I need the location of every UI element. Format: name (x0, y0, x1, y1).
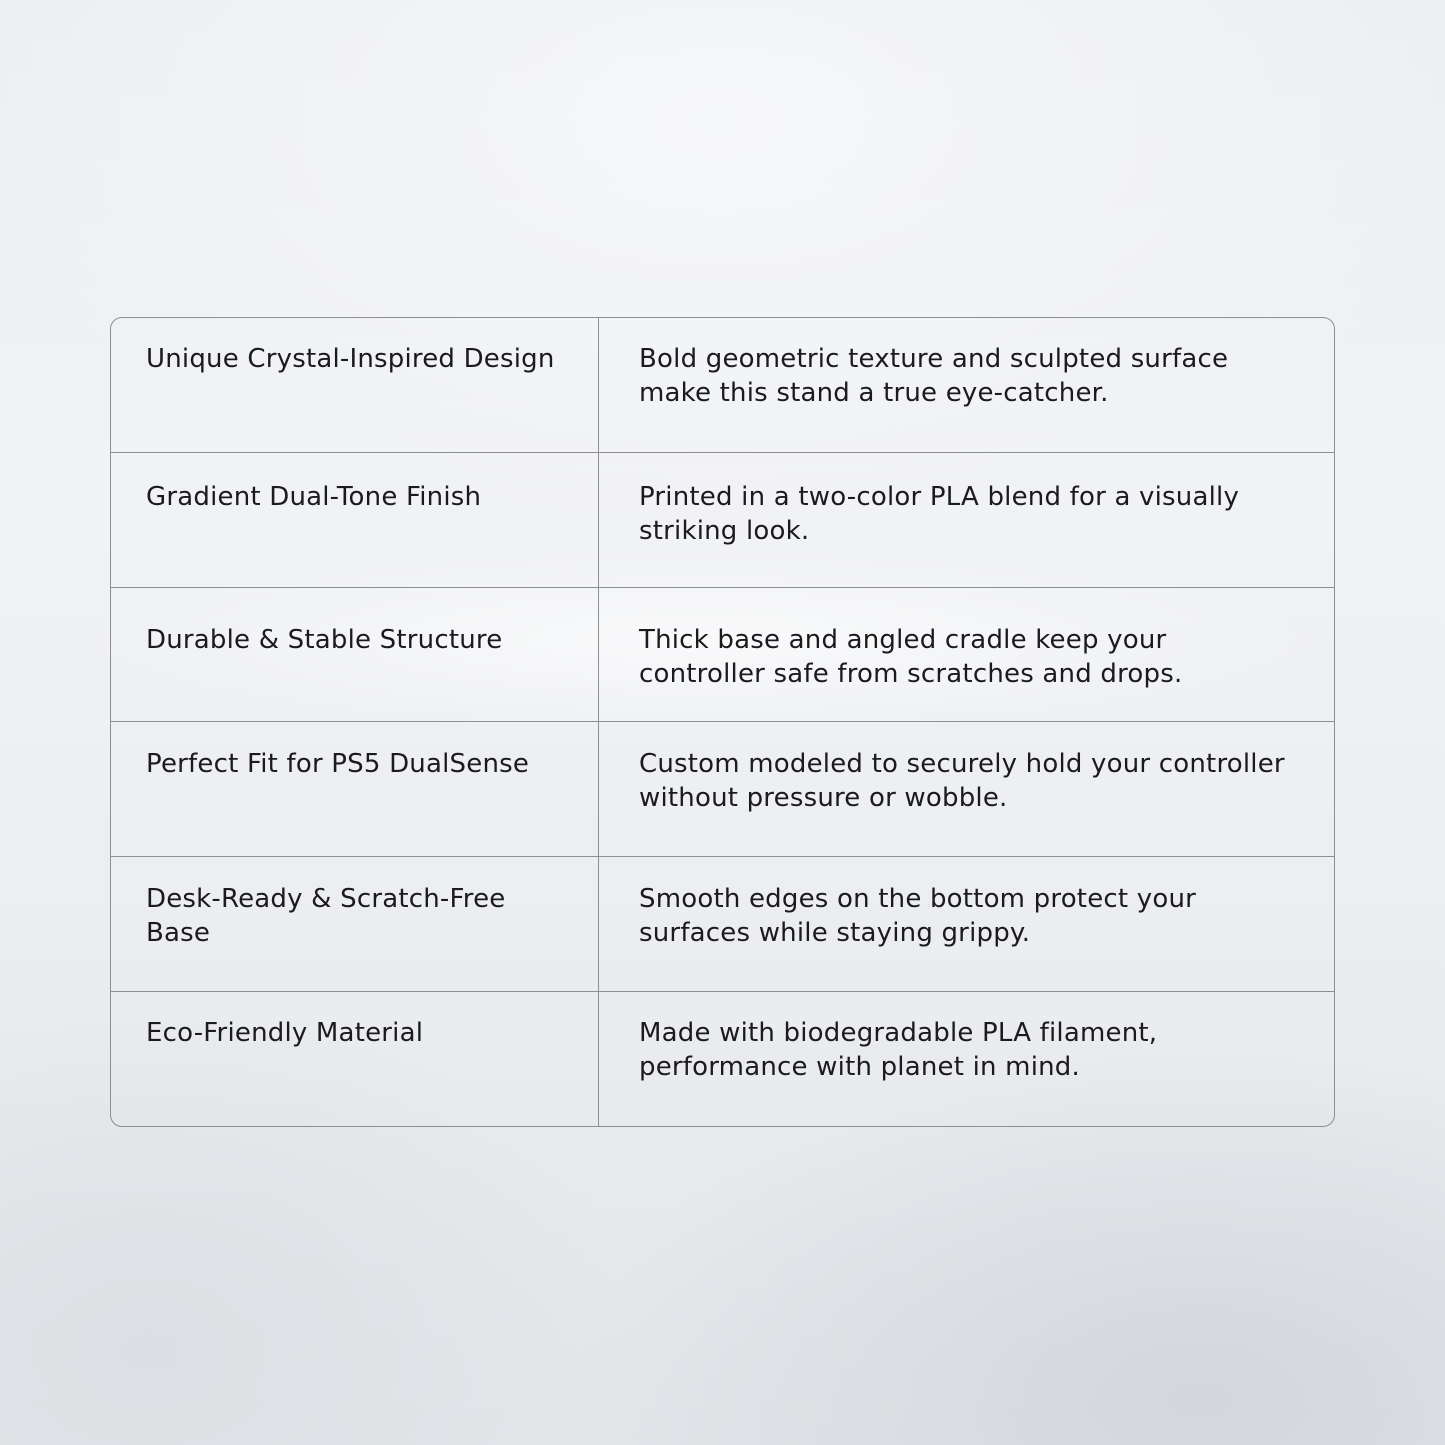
feature-title: Durable & Stable Structure (111, 588, 599, 722)
feature-description: Made with biodegradable PLA filament, performance with planet in mind. (639, 1018, 1158, 1083)
table-row (111, 857, 1334, 992)
feature-description: Thick base and angled cradle keep your controller safe from scratches and drops. (639, 624, 1183, 689)
table-row (111, 722, 1334, 857)
feature-title: Gradient Dual-Tone Finish (111, 453, 599, 587)
feature-title: Desk-Ready & Scratch-Free Base (111, 857, 599, 991)
table-row (111, 318, 1334, 453)
feature-title: Unique Crystal-Inspired Design (111, 318, 599, 452)
feature-description: Printed in a two-color PLA blend for a visually striking look. (639, 481, 1240, 546)
table-row (111, 992, 1334, 1126)
feature-title: Perfect Fit for PS5 DualSense (111, 722, 599, 856)
table-row (111, 588, 1334, 723)
feature-table (110, 317, 1335, 1127)
feature-title: Eco-Friendly Material (111, 992, 599, 1126)
feature-description: Custom modeled to securely hold your controller without pressure or wobble. (639, 749, 1285, 814)
feature-description: Smooth edges on the bottom protect your surfaces while staying grippy. (639, 884, 1197, 949)
table-row (111, 453, 1334, 588)
feature-description: Bold geometric texture and sculpted surface make this stand a true eye-catcher. (639, 344, 1229, 408)
